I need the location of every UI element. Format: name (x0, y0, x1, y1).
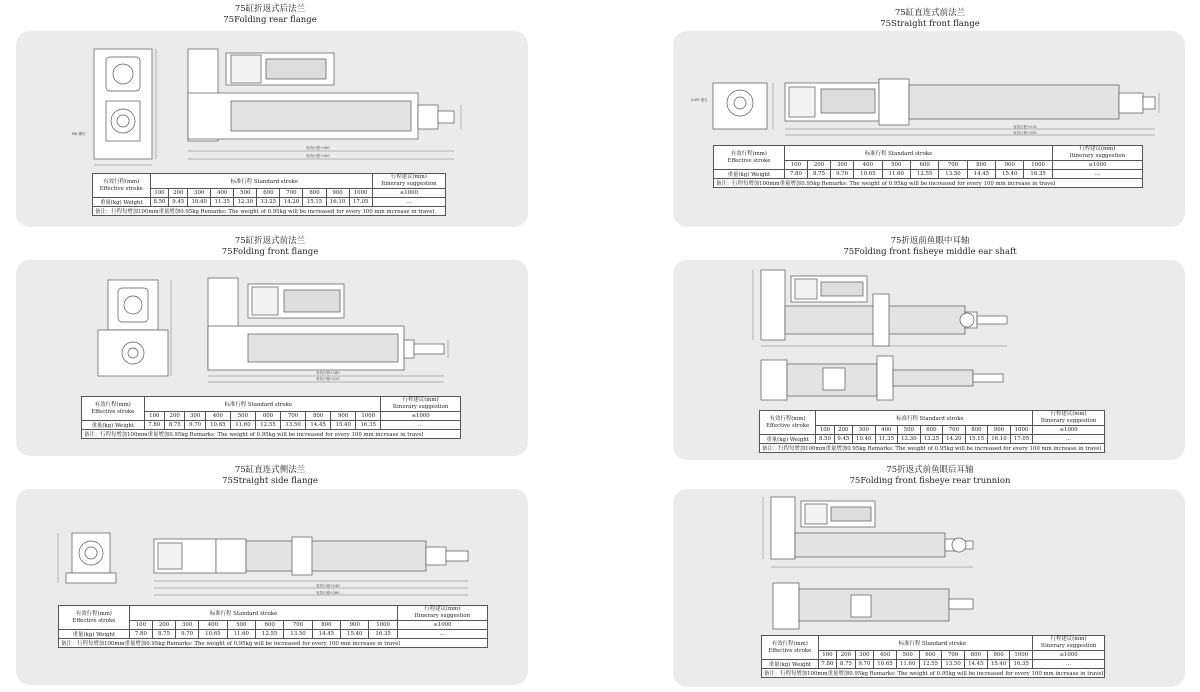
stroke-cell: 100 (129, 621, 152, 630)
stroke-cell: 700 (943, 426, 966, 435)
svg-text:有效行程+220: 有效行程+220 (316, 377, 340, 381)
weight-cell: 9.70 (855, 660, 873, 669)
stroke-cell: 100 (816, 426, 834, 435)
block-title-folding-front-fisheye-middle-ear-shaft (810, 236, 1050, 258)
weight-label: 重量(kg) Weight (762, 660, 819, 669)
weight-cell: 15.15 (303, 198, 326, 207)
title-cn: 75折返式前鱼眼后耳轴 (886, 465, 974, 475)
weight-cell: 16.35 (369, 630, 397, 639)
suggestion-note: ... (381, 421, 461, 430)
stroke-cell: 400 (874, 651, 897, 660)
stroke-cell: 300 (855, 651, 873, 660)
stroke-cell: 500 (234, 189, 257, 198)
stroke-cell: 300 (853, 426, 876, 435)
svg-text:有效行程+240: 有效行程+240 (316, 584, 340, 588)
stroke-cell: 200 (807, 161, 830, 170)
stroke-cell: 200 (169, 189, 188, 198)
suggestion-value: ≤1000 (1033, 426, 1105, 435)
stroke-cell: 500 (227, 621, 255, 630)
stroke-cell: 900 (331, 412, 356, 421)
effective-stroke-label: 有效行程(mm) Effective stroke (760, 411, 816, 435)
weight-cell: 10.65 (205, 421, 230, 430)
weight-cell: 13.25 (257, 198, 280, 207)
weight-cell: 10.65 (199, 630, 227, 639)
weight-cell: 8.50 (150, 198, 169, 207)
block-title-straight-front-flange (830, 8, 1030, 30)
stroke-cell: 200 (152, 621, 175, 630)
svg-text:有效行程+180: 有效行程+180 (316, 371, 340, 375)
weight-cell: 7.80 (784, 170, 807, 179)
suggestion-label: 行程建议(mm) Itinerary suggestion (1052, 146, 1142, 161)
stroke-cell: 400 (875, 426, 898, 435)
weight-cell: 16.10 (988, 435, 1011, 444)
weight-cell: 12.55 (255, 421, 280, 430)
spec-table-folding-front-fisheye-middle-ear-shaft (759, 410, 1105, 453)
weight-cell: 17.05 (1010, 435, 1033, 444)
weight-cell: 9.45 (834, 435, 852, 444)
weight-cell: 8.75 (807, 170, 830, 179)
stroke-cell: 800 (306, 412, 331, 421)
panel-straight-side-flange (16, 489, 528, 685)
weight-cell: 11.35 (875, 435, 898, 444)
stroke-cell: 900 (996, 161, 1024, 170)
weight-cell: 13.50 (939, 170, 967, 179)
drawing-straight-side-flange (16, 489, 528, 685)
spec-table-straight-front-flange (713, 145, 1143, 188)
stroke-cell: 800 (303, 189, 326, 198)
weight-cell: 14.45 (312, 630, 340, 639)
weight-cell: 11.35 (211, 198, 234, 207)
weight-label: 重量(kg) Weight (760, 435, 816, 444)
weight-cell: 16.35 (356, 421, 381, 430)
suggestion-value: ≤1000 (381, 412, 461, 421)
weight-cell: 12.30 (234, 198, 257, 207)
suggestion-note: ... (1033, 660, 1105, 669)
block-title-folding-front-flange (170, 236, 370, 258)
svg-text:有效行程+280: 有效行程+280 (316, 591, 340, 595)
weight-label: 重量(kg) Weight (714, 170, 785, 179)
stroke-cell: 300 (176, 621, 199, 630)
stroke-cell: 700 (281, 412, 306, 421)
title-en: 75Folding front flange (221, 247, 319, 257)
weight-cell: 11.60 (882, 170, 910, 179)
weight-label: 重量(kg) Weight (59, 630, 130, 639)
weight-cell: 15.40 (996, 170, 1024, 179)
stroke-cell: 700 (939, 161, 967, 170)
panel-folding-front-flange (16, 260, 528, 456)
stroke-cell: 800 (967, 161, 995, 170)
block-title-folding-front-fisheye-rear-trunnion (810, 465, 1050, 487)
title-cn: 75缸直连式前法兰 (894, 8, 966, 18)
weight-cell: 14.45 (967, 170, 995, 179)
weight-cell: 12.30 (898, 435, 921, 444)
svg-text:有效行程+215: 有效行程+215 (1013, 125, 1037, 129)
block-title-folding-rear-flange (170, 4, 370, 26)
title-en: 75Folding front fisheye rear trunnion (849, 476, 1011, 486)
weight-cell: 14.20 (943, 435, 966, 444)
stroke-cell: 700 (280, 189, 303, 198)
weight-cell: 11.60 (896, 660, 919, 669)
weight-cell: 17.05 (349, 198, 372, 207)
stroke-cell: 800 (965, 426, 988, 435)
standard-stroke-label: 标准行程 Standard stroke (818, 636, 1032, 651)
stroke-cell: 1000 (1024, 161, 1052, 170)
weight-cell: 13.50 (284, 630, 312, 639)
stroke-cell: 600 (257, 189, 280, 198)
suggestion-label: 行程建议(mm) Itinerary suggestion (397, 606, 487, 621)
stroke-cell: 900 (326, 189, 349, 198)
title-cn: 75缸折返式前法兰 (234, 236, 306, 246)
stroke-cell: 800 (312, 621, 340, 630)
stroke-cell: 600 (255, 412, 280, 421)
stroke-cell: 100 (818, 651, 836, 660)
remark: 备注：行程每增加100mm重量增加0.95kg Remarks: The weight of 0.95kg will be increased for every 100 mm increase in travel (93, 207, 446, 216)
stroke-cell: 700 (284, 621, 312, 630)
weight-cell: 8.75 (152, 630, 175, 639)
stroke-cell: 100 (150, 189, 169, 198)
stroke-cell: 200 (834, 426, 852, 435)
stroke-cell: 600 (910, 161, 938, 170)
stroke-cell: 900 (341, 621, 369, 630)
stroke-cell: 800 (964, 651, 987, 660)
stroke-cell: 500 (896, 651, 919, 660)
weight-cell: 15.40 (341, 630, 369, 639)
weight-cell: 12.55 (919, 660, 942, 669)
stroke-cell: 900 (988, 426, 1011, 435)
weight-cell: 7.80 (818, 660, 836, 669)
weight-cell: 13.50 (281, 421, 306, 430)
stroke-cell: 400 (211, 189, 234, 198)
remark: 备注：行程每增加100mm重量增加0.95kg Remarks: The weight of 0.95kg will be increased for every 100 mm increase in travel (760, 444, 1105, 453)
stroke-cell: 100 (784, 161, 807, 170)
standard-stroke-label: 标准行程 Standard stroke (150, 174, 372, 189)
stroke-cell: 200 (165, 412, 185, 421)
stroke-cell: 500 (882, 161, 910, 170)
weight-cell: 11.60 (227, 630, 255, 639)
panel-straight-front-flange (673, 31, 1185, 227)
spec-table-straight-side-flange (58, 605, 488, 648)
weight-label: 重量(kg) Weight (82, 421, 145, 430)
remark: 备注：行程每增加100mm重量增加0.95kg Remarks: The weight of 0.95kg will be increased for every 100 mm increase in travel (82, 430, 461, 439)
suggestion-value: ≤1000 (372, 189, 445, 198)
spec-table-folding-rear-flange (92, 173, 446, 216)
svg-text:有效行程+160: 有效行程+160 (306, 146, 330, 150)
svg-text:有效行程+200: 有效行程+200 (306, 154, 330, 158)
weight-cell: 10.65 (854, 170, 882, 179)
title-en: 75Straight front flange (880, 19, 980, 29)
standard-stroke-label: 标准行程 Standard stroke (816, 411, 1033, 426)
weight-cell: 15.40 (987, 660, 1010, 669)
stroke-cell: 600 (920, 426, 943, 435)
suggestion-note: ... (397, 630, 487, 639)
stroke-cell: 200 (837, 651, 855, 660)
weight-cell: 8.50 (816, 435, 834, 444)
stroke-cell: 600 (255, 621, 283, 630)
panel-folding-front-fisheye-rear-trunnion (673, 489, 1185, 687)
title-cn: 75缸折返式后法兰 (234, 4, 306, 14)
suggestion-value: ≤1000 (1033, 651, 1105, 660)
weight-cell: 14.45 (306, 421, 331, 430)
suggestion-label: 行程建议(mm) Itinerary suggestion (1033, 636, 1105, 651)
weight-cell: 9.70 (185, 421, 205, 430)
weight-cell: 16.35 (1024, 170, 1052, 179)
stroke-cell: 300 (188, 189, 211, 198)
weight-cell: 15.15 (965, 435, 988, 444)
weight-cell: 7.80 (144, 421, 164, 430)
weight-cell: 9.70 (176, 630, 199, 639)
weight-cell: 13.50 (942, 660, 965, 669)
weight-cell: 13.25 (920, 435, 943, 444)
panel-folding-front-fisheye-middle-ear-shaft (673, 260, 1185, 460)
stroke-cell: 1000 (369, 621, 397, 630)
stroke-cell: 400 (854, 161, 882, 170)
panel-folding-rear-flange (16, 31, 528, 227)
title-cn: 75折返前鱼眼中耳轴 (890, 236, 970, 246)
suggestion-label: 行程建议(mm) Itinerary suggestion (372, 174, 445, 189)
stroke-cell: 1000 (1010, 651, 1033, 660)
weight-cell: 10.65 (874, 660, 897, 669)
weight-cell: 12.55 (910, 170, 938, 179)
weight-cell: 15.40 (331, 421, 356, 430)
svg-text:有效行程+255: 有效行程+255 (1013, 131, 1037, 135)
stroke-cell: 1000 (1010, 426, 1033, 435)
standard-stroke-label: 标准行程 Standard stroke (144, 397, 381, 412)
block-title-straight-side-flange (170, 465, 370, 487)
suggestion-note: ... (372, 198, 445, 207)
stroke-cell: 600 (919, 651, 942, 660)
suggestion-value: ≤1000 (397, 621, 487, 630)
weight-cell: 10.40 (853, 435, 876, 444)
remark: 备注：行程每增加100mm重量增加0.95kg Remarks: The weight of 0.95kg will be increased for every 100 mm increase in travel (714, 179, 1143, 188)
suggestion-note: ... (1033, 435, 1105, 444)
stroke-cell: 300 (831, 161, 854, 170)
weight-cell: 9.45 (169, 198, 188, 207)
stroke-cell: 700 (942, 651, 965, 660)
suggestion-label: 行程建议(mm) Itinerary suggestion (1033, 411, 1105, 426)
weight-cell: 8.75 (165, 421, 185, 430)
suggestion-value: ≤1000 (1052, 161, 1142, 170)
title-en: 75Folding front fisheye middle ear shaft (843, 247, 1017, 257)
stroke-cell: 300 (185, 412, 205, 421)
remark: 备注：行程每增加100mm重量增加0.95kg Remarks: The weight of 0.95kg will be increased for every 100 mm increase in travel (59, 639, 488, 648)
suggestion-note: ... (1052, 170, 1142, 179)
effective-stroke-label: 有效行程(mm) Effective stroke (59, 606, 130, 630)
stroke-cell: 1000 (356, 412, 381, 421)
stroke-cell: 100 (144, 412, 164, 421)
weight-cell: 8.75 (837, 660, 855, 669)
title-cn: 75缸直连式侧法兰 (234, 465, 306, 475)
standard-stroke-label: 标准行程 Standard stroke (129, 606, 397, 621)
spec-table-folding-front-fisheye-rear-trunnion (761, 635, 1105, 678)
stroke-cell: 1000 (349, 189, 372, 198)
stroke-cell: 900 (987, 651, 1010, 660)
effective-stroke-label: 有效行程(mm) Effective stroke (762, 636, 819, 660)
stroke-cell: 400 (199, 621, 227, 630)
title-en: 75Folding rear flange (223, 15, 317, 25)
stroke-cell: 500 (230, 412, 255, 421)
weight-cell: 14.45 (964, 660, 987, 669)
stroke-cell: 400 (205, 412, 230, 421)
weight-cell: 12.55 (255, 630, 283, 639)
title-en: 75Straight side flange (222, 476, 318, 486)
weight-cell: 10.40 (188, 198, 211, 207)
weight-cell: 14.20 (280, 198, 303, 207)
effective-stroke-label: 有效行程(mm) Effective stroke (82, 397, 145, 421)
weight-cell: 11.60 (230, 421, 255, 430)
weight-label: 重量(kg) Weight (93, 198, 151, 207)
spec-table-folding-front-flange (81, 396, 461, 439)
weight-cell: 9.70 (831, 170, 854, 179)
remark: 备注：行程每增加100mm重量增加0.95kg Remarks: The weight of 0.95kg will be increased for every 100 mm increase in travel (762, 669, 1105, 678)
suggestion-label: 行程建议(mm) Itinerary suggestion (381, 397, 461, 412)
effective-stroke-label: 有效行程(mm) Effective stroke (93, 174, 151, 198)
svg-text:M8 螺纹: M8 螺纹 (72, 132, 86, 136)
weight-cell: 16.35 (1010, 660, 1033, 669)
weight-cell: 7.80 (129, 630, 152, 639)
drawing-straight-front-flange (673, 31, 1185, 227)
weight-cell: 16.10 (326, 198, 349, 207)
standard-stroke-label: 标准行程 Standard stroke (784, 146, 1052, 161)
stroke-cell: 500 (898, 426, 921, 435)
svg-text:4-Ø9 通孔: 4-Ø9 通孔 (691, 98, 708, 102)
effective-stroke-label: 有效行程(mm) Effective stroke (714, 146, 785, 170)
